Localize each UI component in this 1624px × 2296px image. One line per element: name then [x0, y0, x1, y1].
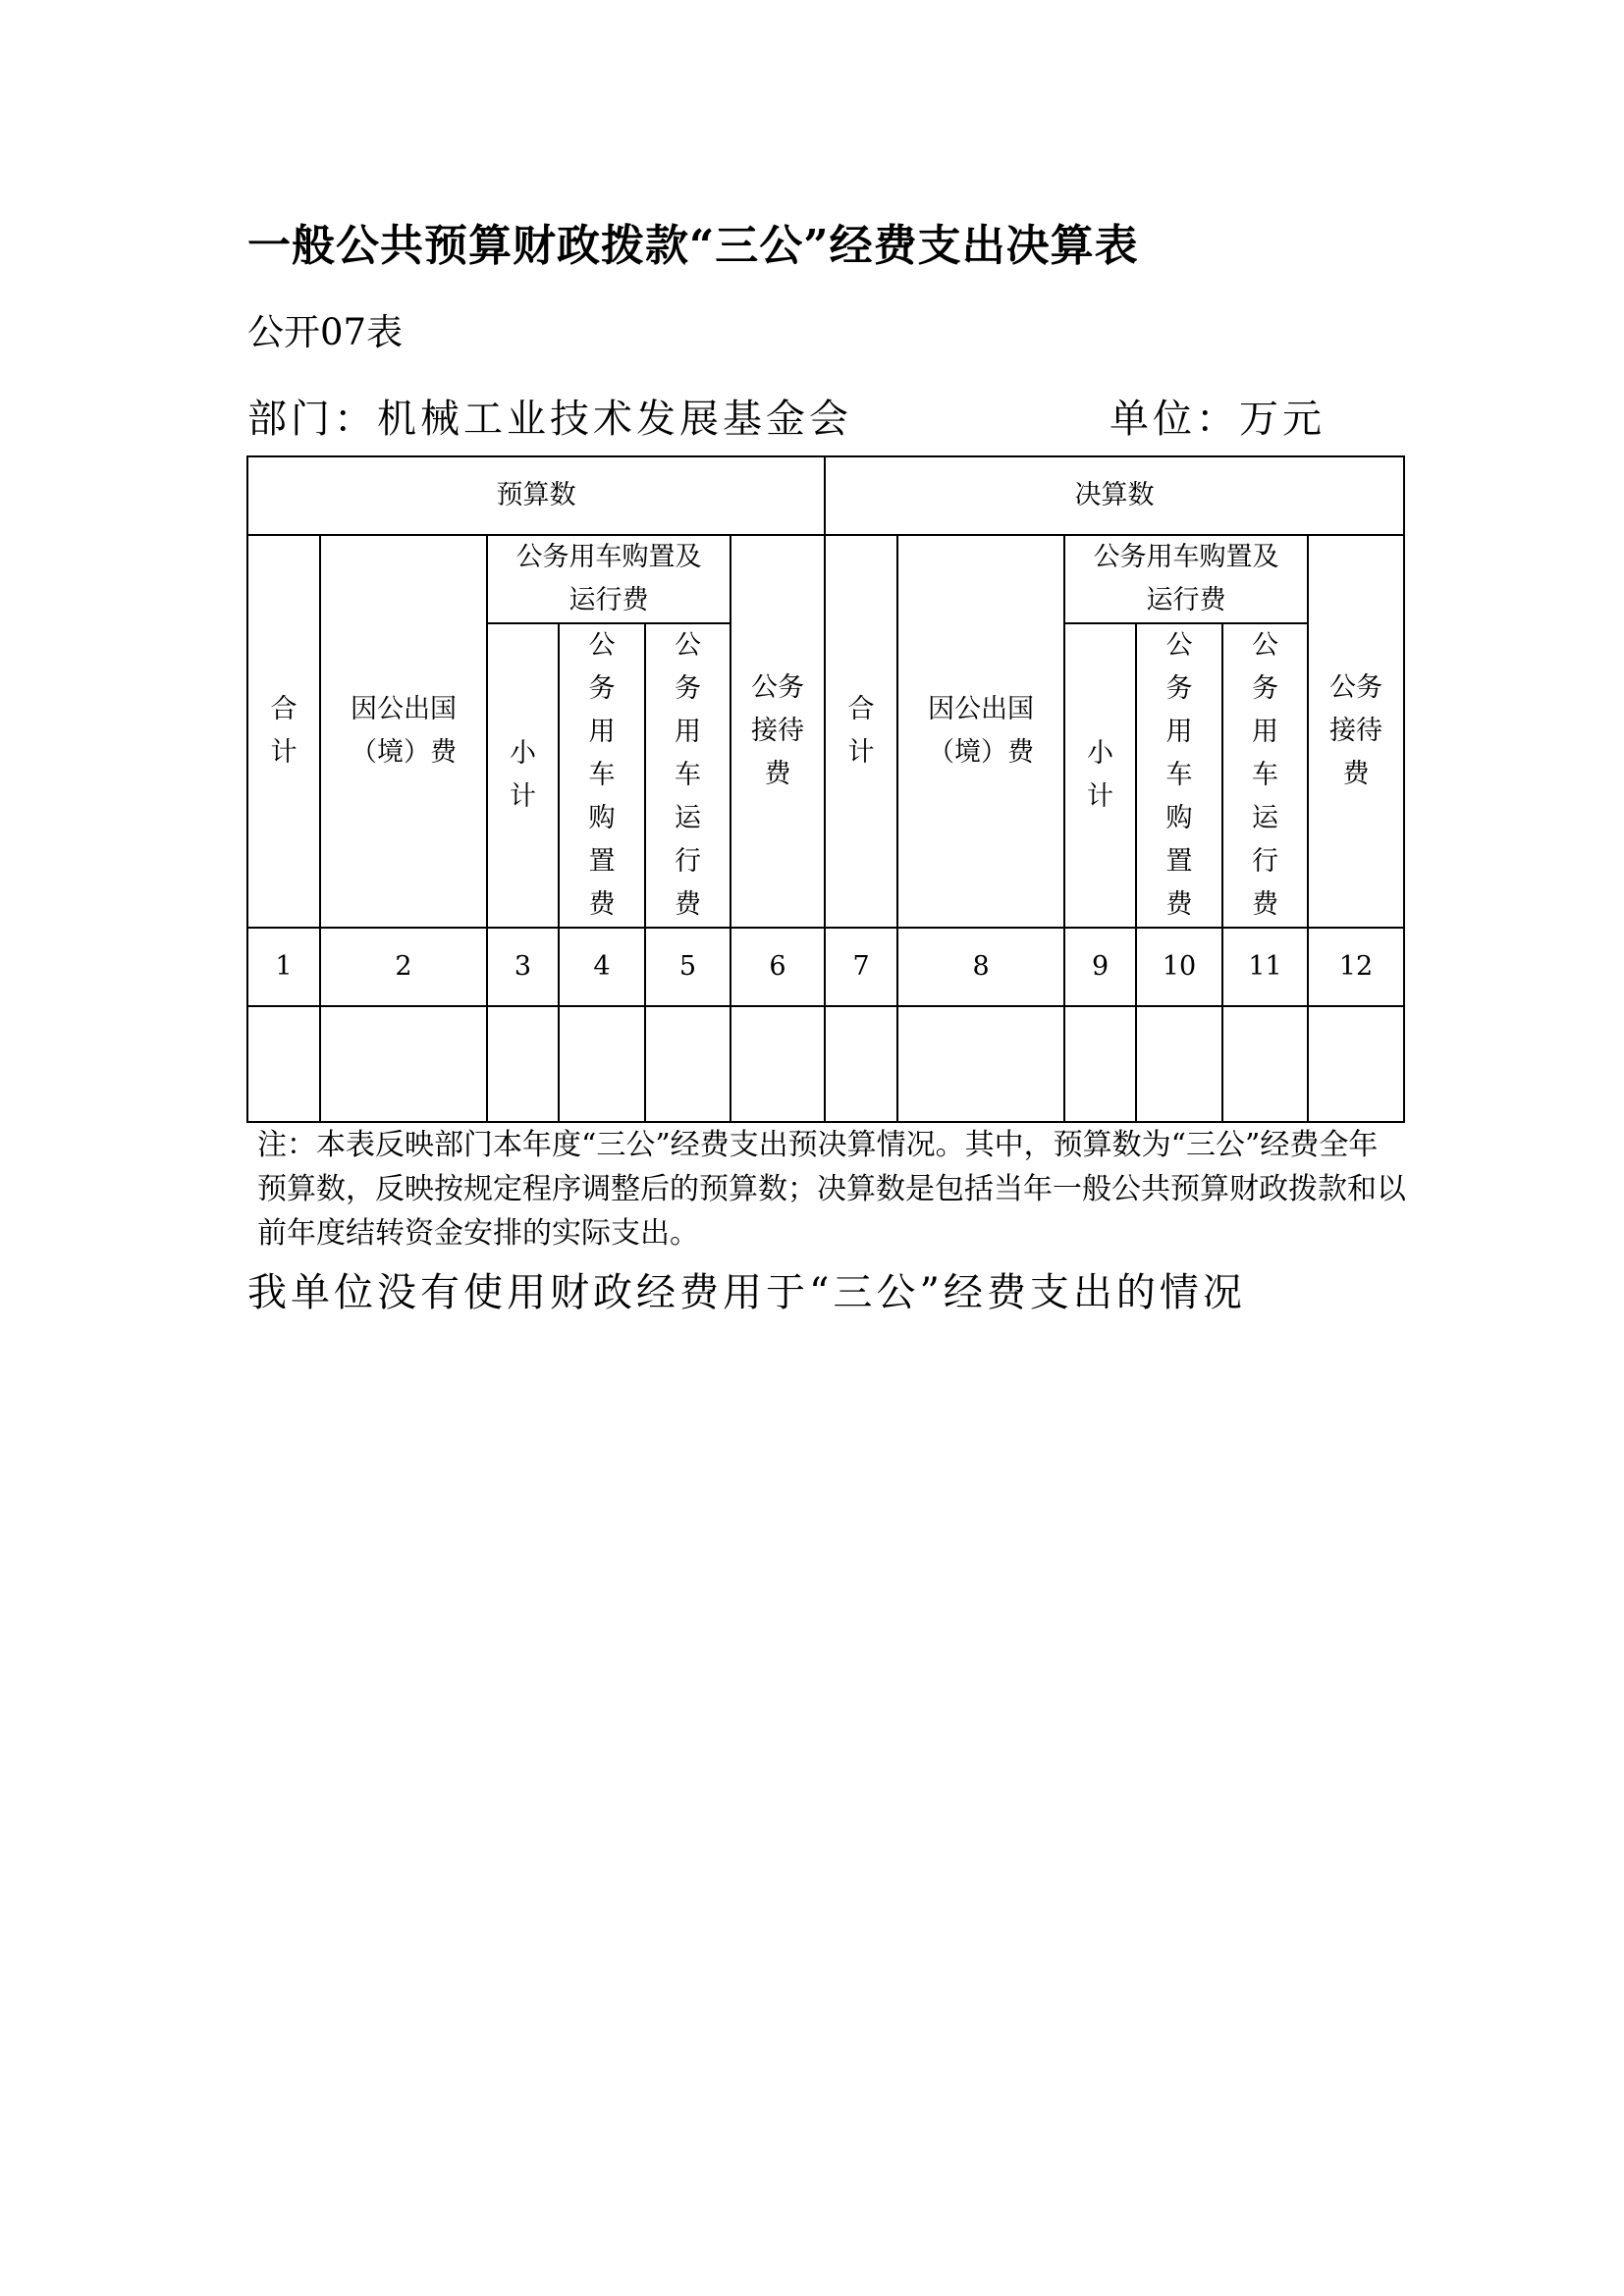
final-header: 决算数 [825, 456, 1404, 535]
column-number: 2 [320, 928, 487, 1006]
data-cell [559, 1006, 645, 1122]
budget-header: 预算数 [247, 456, 825, 535]
data-cell [1308, 1006, 1404, 1122]
final-car-group-header: 公务用车购置及 运行费 [1064, 535, 1308, 623]
data-cell [1064, 1006, 1136, 1122]
data-cell [487, 1006, 559, 1122]
data-cell [320, 1006, 487, 1122]
unit-label: 单位：万元 [1110, 397, 1326, 442]
column-number: 5 [645, 928, 731, 1006]
budget-subtotal-header: 小 计 [487, 623, 559, 928]
budget-total-header: 合 计 [247, 535, 320, 928]
column-number: 3 [487, 928, 559, 1006]
budget-abroad-header: 因公出国 （境）费 [320, 535, 487, 928]
data-cell [247, 1006, 320, 1122]
column-number: 6 [731, 928, 825, 1006]
column-number: 1 [247, 928, 320, 1006]
column-number: 7 [825, 928, 897, 1006]
data-cell [897, 1006, 1064, 1122]
final-abroad-header: 因公出国 （境）费 [897, 535, 1064, 928]
footer-statement: 我单位没有使用财政经费用于“三公”经费支出的情况 [247, 1270, 1246, 1315]
final-subtotal-header: 小 计 [1064, 623, 1136, 928]
data-cell [645, 1006, 731, 1122]
form-number: 公开07表 [247, 311, 404, 353]
table-header-row [247, 456, 1404, 535]
budget-car-running-header: 公 务 用 车 运 行 费 [645, 623, 731, 928]
column-number: 8 [897, 928, 1064, 1006]
column-number: 10 [1136, 928, 1222, 1006]
table-subheader-row [247, 535, 1404, 623]
budget-car-group-header: 公务用车购置及 运行费 [487, 535, 731, 623]
page-title: 一般公共预算财政拨款“三公”经费支出决算表 [247, 221, 1139, 271]
data-cell [1136, 1006, 1222, 1122]
data-cell [731, 1006, 825, 1122]
department-label: 部门：机械工业技术发展基金会 [247, 397, 852, 442]
column-number: 4 [559, 928, 645, 1006]
final-car-running-header: 公 务 用 车 运 行 费 [1222, 623, 1308, 928]
data-row [247, 1006, 1404, 1122]
budget-reception-header: 公务 接待 费 [731, 535, 825, 928]
table-note: 注：本表反映部门本年度“三公”经费支出预决算情况。其中，预算数为“三公”经费全年预算数，反映按规定程序调整后的预算数；决算数是包括当年一般公共预算财政拨款和以前年度结转资金安排的实际支出。 [257, 1128, 1406, 1251]
final-car-purchase-header: 公 务 用 车 购 置 费 [1136, 623, 1222, 928]
data-cell [825, 1006, 897, 1122]
final-reception-header: 公务 接待 费 [1308, 535, 1404, 928]
data-cell [1222, 1006, 1308, 1122]
final-total-header: 合 计 [825, 535, 897, 928]
column-number: 12 [1308, 928, 1404, 1006]
column-number: 11 [1222, 928, 1308, 1006]
budget-car-purchase-header: 公 务 用 车 购 置 费 [559, 623, 645, 928]
column-number-row [247, 928, 1404, 1006]
three-public-expenses-table [246, 455, 1405, 1123]
column-number: 9 [1064, 928, 1136, 1006]
